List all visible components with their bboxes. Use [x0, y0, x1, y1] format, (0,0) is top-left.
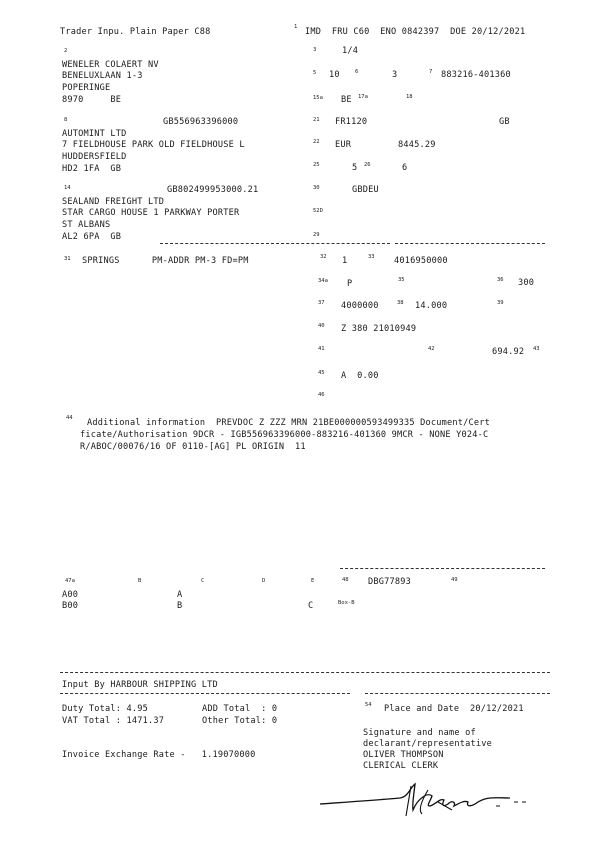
exchange-rate: Invoice Exchange Rate - 1.19070000 — [62, 750, 256, 760]
deferred-payment: DBG77893 — [368, 577, 411, 587]
consignee-postcode: HD2 1FA GB — [62, 164, 122, 174]
box-number-34a: 34a — [318, 278, 328, 284]
input-by: Input By HARBOUR SHIPPING LTD — [62, 680, 218, 690]
consignee-street: 7 FIELDHOUSE PARK OLD FIELDHOUSE L — [62, 140, 245, 150]
declarant-eori: GB802499953000.21 — [167, 185, 259, 195]
calc-col-c: C — [201, 578, 205, 584]
consignee-eori: GB556963396000 — [163, 117, 239, 127]
place-and-date: Place and Date 20/12/2021 — [384, 704, 524, 714]
exporter-name: WENELER COLAERT NV — [62, 60, 159, 70]
box-number-38: 38 — [397, 300, 404, 306]
box-number-41: 41 — [318, 346, 325, 352]
consignee-name: AUTOMINT LTD — [62, 129, 127, 139]
commodity-code: 4016950000 — [394, 256, 448, 266]
footer-divider-2 — [60, 693, 350, 694]
origin-country: P — [347, 279, 353, 289]
signature-label-1: Signature and name of — [363, 728, 476, 738]
item-price: 694.92 — [492, 347, 525, 357]
form-title: Trader Inpu. Plain Paper C88 — [60, 27, 211, 37]
box-number-14: 14 — [64, 185, 71, 191]
exporter-city: POPERINGE — [62, 83, 111, 93]
goods-description: SPRINGS PM-ADDR PM-3 FD=PM — [82, 256, 249, 266]
box-number-36: 36 — [497, 277, 504, 283]
consignee-city: HUDDERSFIELD — [62, 152, 127, 162]
calc-row-2-mop: B — [177, 601, 183, 611]
box-number-18: 18 — [406, 94, 413, 100]
preference-code: 300 — [518, 278, 535, 288]
item-number: 1 — [342, 256, 348, 266]
box-number-15a: 15a — [313, 95, 323, 101]
footer-divider — [60, 672, 550, 673]
box-number-52d: 52D — [313, 208, 323, 214]
box-number-8: 8 — [64, 117, 68, 123]
box-b-label: Box-B — [338, 600, 355, 606]
declarant-name: SEALAND FREIGHT LTD — [62, 197, 165, 207]
transport-identity: FR1120 — [335, 117, 368, 127]
border-transport-mode: 5 — [352, 163, 358, 173]
inland-transport-mode: 6 — [402, 163, 408, 173]
dispatch-country: BE — [341, 95, 352, 105]
adjustment-value: A 0.00 — [341, 371, 379, 381]
items-count: 10 — [329, 70, 340, 80]
box-number-33: 33 — [368, 254, 375, 260]
declarant-role: CLERICAL CLERK — [363, 761, 439, 771]
invoice-currency: EUR — [335, 140, 352, 150]
transport-nationality: GB — [499, 117, 510, 127]
signature-label-2: declarant/representative — [363, 739, 492, 749]
box-number-54: 54 — [365, 702, 372, 708]
declaration-type-line: IMD FRU C60 ENO 0842397 DOE 20/12/2021 — [305, 27, 526, 37]
calc-row-1-type: A00 — [62, 590, 79, 600]
box-number-46: 46 — [318, 392, 325, 398]
net-mass: 14.000 — [415, 301, 448, 311]
section-divider-right — [395, 243, 545, 244]
calc-row-1-mop: A — [177, 590, 183, 600]
box-number-5: 5 — [313, 70, 317, 76]
box-number-1: 1 — [294, 24, 298, 30]
box-number-39: 39 — [497, 300, 504, 306]
section-divider — [160, 243, 390, 244]
box-number-21: 21 — [313, 117, 320, 123]
box-number-32: 32 — [320, 254, 327, 260]
reference-number: 883216-401360 — [441, 70, 511, 80]
invoice-amount: 8445.29 — [398, 140, 436, 150]
calc-col-e: E — [311, 578, 315, 584]
procedure-code: 4000000 — [341, 301, 379, 311]
box-number-48: 48 — [342, 577, 349, 583]
box-number-6: 6 — [355, 69, 359, 75]
forms-value: 1/4 — [342, 46, 359, 56]
box-number-45: 45 — [318, 370, 325, 376]
calc-row-2-type: B00 — [62, 601, 79, 611]
box-number-47a: 47a — [65, 578, 75, 584]
box-number-17a: 17a — [358, 94, 368, 100]
declarant-street: STAR CARGO HOUSE 1 PARKWAY PORTER — [62, 208, 240, 218]
box-number-35: 35 — [398, 277, 405, 283]
box-number-22: 22 — [313, 139, 320, 145]
exporter-postcode: 8970 BE — [62, 95, 122, 105]
box-number-44: 44 — [66, 415, 73, 421]
box-number-3: 3 — [313, 47, 317, 53]
box-number-29: 29 — [313, 232, 320, 238]
calc-col-b: B — [138, 578, 142, 584]
box-number-25: 25 — [313, 162, 320, 168]
exporter-street: BENELUXLAAN 1-3 — [62, 71, 143, 81]
previous-document: Z 380 21010949 — [341, 324, 417, 334]
additional-info-line-2: ficate/Authorisation 9DCR - IGB556963396000-883216-401360 9MCR - NONE Y024-C — [80, 430, 489, 440]
add-total: ADD Total : 0 — [202, 704, 278, 714]
box-number-49: 49 — [451, 577, 458, 583]
handwritten-signature — [318, 780, 533, 825]
box-number-2: 2 — [64, 48, 68, 54]
other-total: Other Total: 0 — [202, 716, 278, 726]
packages-count: 3 — [392, 70, 398, 80]
declarant-city: ST ALBANS — [62, 220, 111, 230]
box-number-30: 30 — [313, 185, 320, 191]
box-number-40: 40 — [318, 323, 325, 329]
box-number-42: 42 — [428, 346, 435, 352]
additional-info-line-3: R/ABOC/00076/16 OF 0110-[AG] PL ORIGIN 11 — [80, 442, 306, 452]
footer-divider-3 — [365, 693, 550, 694]
declarant-postcode: AL2 6PA GB — [62, 232, 122, 242]
box-number-43: 43 — [533, 346, 540, 352]
calc-divider — [340, 568, 545, 569]
calc-row-2-c: C — [308, 601, 314, 611]
box-number-26: 26 — [364, 162, 371, 168]
box-number-31: 31 — [64, 256, 71, 262]
duty-total: Duty Total: 4.95 — [62, 704, 148, 714]
calc-col-d: D — [262, 578, 266, 584]
goods-location: GBDEU — [352, 185, 379, 195]
declarant-person: OLIVER THOMPSON — [363, 750, 444, 760]
box-number-7: 7 — [429, 69, 433, 75]
additional-info-line-1: Additional information PREVDOC Z ZZZ MRN 21BE000000593499335 Document/Cert — [87, 418, 491, 428]
vat-total: VAT Total : 1471.37 — [62, 716, 165, 726]
box-number-37: 37 — [318, 300, 325, 306]
